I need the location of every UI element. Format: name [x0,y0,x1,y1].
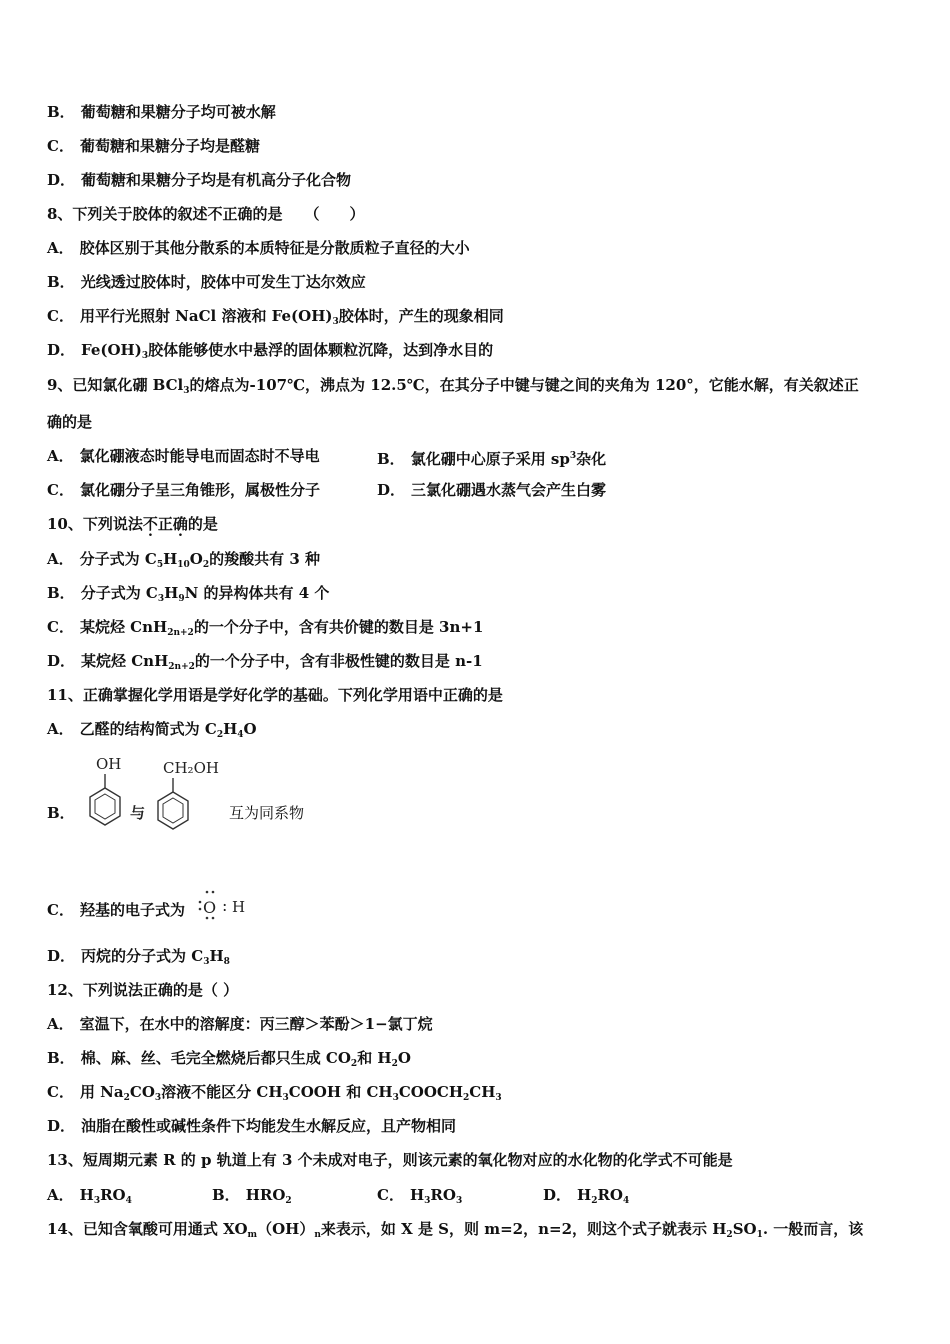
q13-option-d: D． $H_2RO_4$ [543,1186,630,1206]
q8-option-b: B． 光线透过胶体时，胶体中可发生丁达尔效应 [47,273,366,291]
svg-text::: : [222,896,228,915]
q13-option-b: B． $HRO_2$ [212,1186,292,1206]
question-13: 13、短周期元素 R 的 p 轨道上有 3 个未成对电子，则该元素的氧化物对应的水化物的化学式不可能是 [47,1151,733,1169]
q11-option-d: D． 丙烷的分子式为 $C_3H_8$ [47,947,230,967]
phenol-oh-label: OH [96,755,122,773]
benzyl-ch2oh-label: CH₂OH [163,759,219,777]
hydroxyl-electron-formula [198,886,252,930]
q7-option-b: B． 葡萄糖和果糖分子均可被水解 [47,103,276,121]
with-word: 与 [130,804,146,822]
q8-option-c: C． 用平行光照射 NaCl 溶液和 $Fe(OH)_3$胶体时，产生的现象相同 [47,307,504,327]
q12-option-d: D． 油脂在酸性或碱性条件下均能发生水解反应，且产物相同 [47,1117,457,1135]
question-10: 10、下列说法不正确的是 [47,515,218,533]
question-12: 12、下列说法正确的是（ ） [47,981,239,999]
q10-option-a: A． 分子式为 $C_5H_{10}O_2$的羧酸共有 3 种 [47,550,321,570]
structure-drawing [75,752,235,848]
q13-options [47,1184,907,1206]
q9-options-cd [47,479,907,501]
q12-option-b: B． 棉、麻、丝、毛完全燃烧后都只生成 $CO_2$和 $H_2O$ [47,1049,411,1069]
q10-option-b: B． 分子式为 $C_3H_9N$ 的异构体共有 4 个 [47,584,330,604]
electron-dot-icon [198,886,252,930]
q7-option-d: D． 葡萄糖和果糖分子均是有机高分子化合物 [47,171,352,189]
q11-option-b-suffix: 互为同系物 [229,804,305,822]
q11-option-c: C． 羟基的电子式为 [47,901,185,919]
phenol-benzyl-alcohol-structures [75,752,235,848]
q9-options-ab [47,445,907,467]
q8-option-a: A． 胶体区别于其他分散系的本质特征是分散质粒子直径的大小 [47,239,470,257]
q9-option-d: D． 三氯化硼遇水蒸气会产生白雾 [377,481,607,499]
q12-option-a: A． 室温下，在水中的溶解度：丙三醇＞苯酚＞1−氯丁烷 [47,1015,433,1033]
q13-option-c: C． $H_3RO_3$ [377,1186,463,1206]
q9-option-a: A． 氯化硼液态时能导电而固态时不导电 [47,447,320,465]
q7-option-c: C． 葡萄糖和果糖分子均是醛糖 [47,137,260,155]
q11-option-a: A． 乙醛的结构简式为 $C_2H_4O$ [47,720,257,740]
q11-option-b-label: B． [47,804,75,822]
question-8: 8、下列关于胶体的叙述不正确的是 （ ） [47,205,365,223]
svg-text:H: H [232,898,246,916]
question-9-continued: 确的是 [47,413,93,431]
svg-text:O: O [203,898,217,917]
q8-option-d: D． $Fe(OH)_3$胶体能够使水中悬浮的固体颗粒沉降，达到净水目的 [47,341,494,361]
question-9: 9、已知氯化硼 BCl$_3$的熔点为-107℃，沸点为 12.5℃，在其分子中键与键之间的夹角为 120°，它能水解，有关叙述正 [47,376,859,396]
question-11: 11、正确掌握化学用语是学好化学的基础。下列化学用语中正确的是 [47,686,503,704]
q9-option-b: B． 氯化硼中心原子采用 $sp^3$杂化 [377,450,607,468]
q10-option-c: C． 某烷烃 CnH$_{2n+2}$的一个分子中，含有共价键的数目是 3n+1 [47,618,484,638]
q12-option-c: C． 用 $Na_2CO_3$溶液不能区分 $CH_3COOH$ 和 $CH_3COOCH_2CH_3$ [47,1083,502,1103]
q9-option-c: C． 氯化硼分子呈三角锥形，属极性分子 [47,481,320,499]
question-14: 14、已知含氧酸可用通式 $XO_m(OH)_n$来表示，如 X 是 S，则 m=2，n=2，则这个式子就表示 $H_2SO_1$. 一般而言，该 [47,1220,864,1240]
q13-option-a: A． $H_3RO_4$ [47,1186,132,1206]
q10-option-d: D． 某烷烃 CnH$_{2n+2}$的一个分子中，含有非极性键的数目是 n-1 [47,652,483,672]
